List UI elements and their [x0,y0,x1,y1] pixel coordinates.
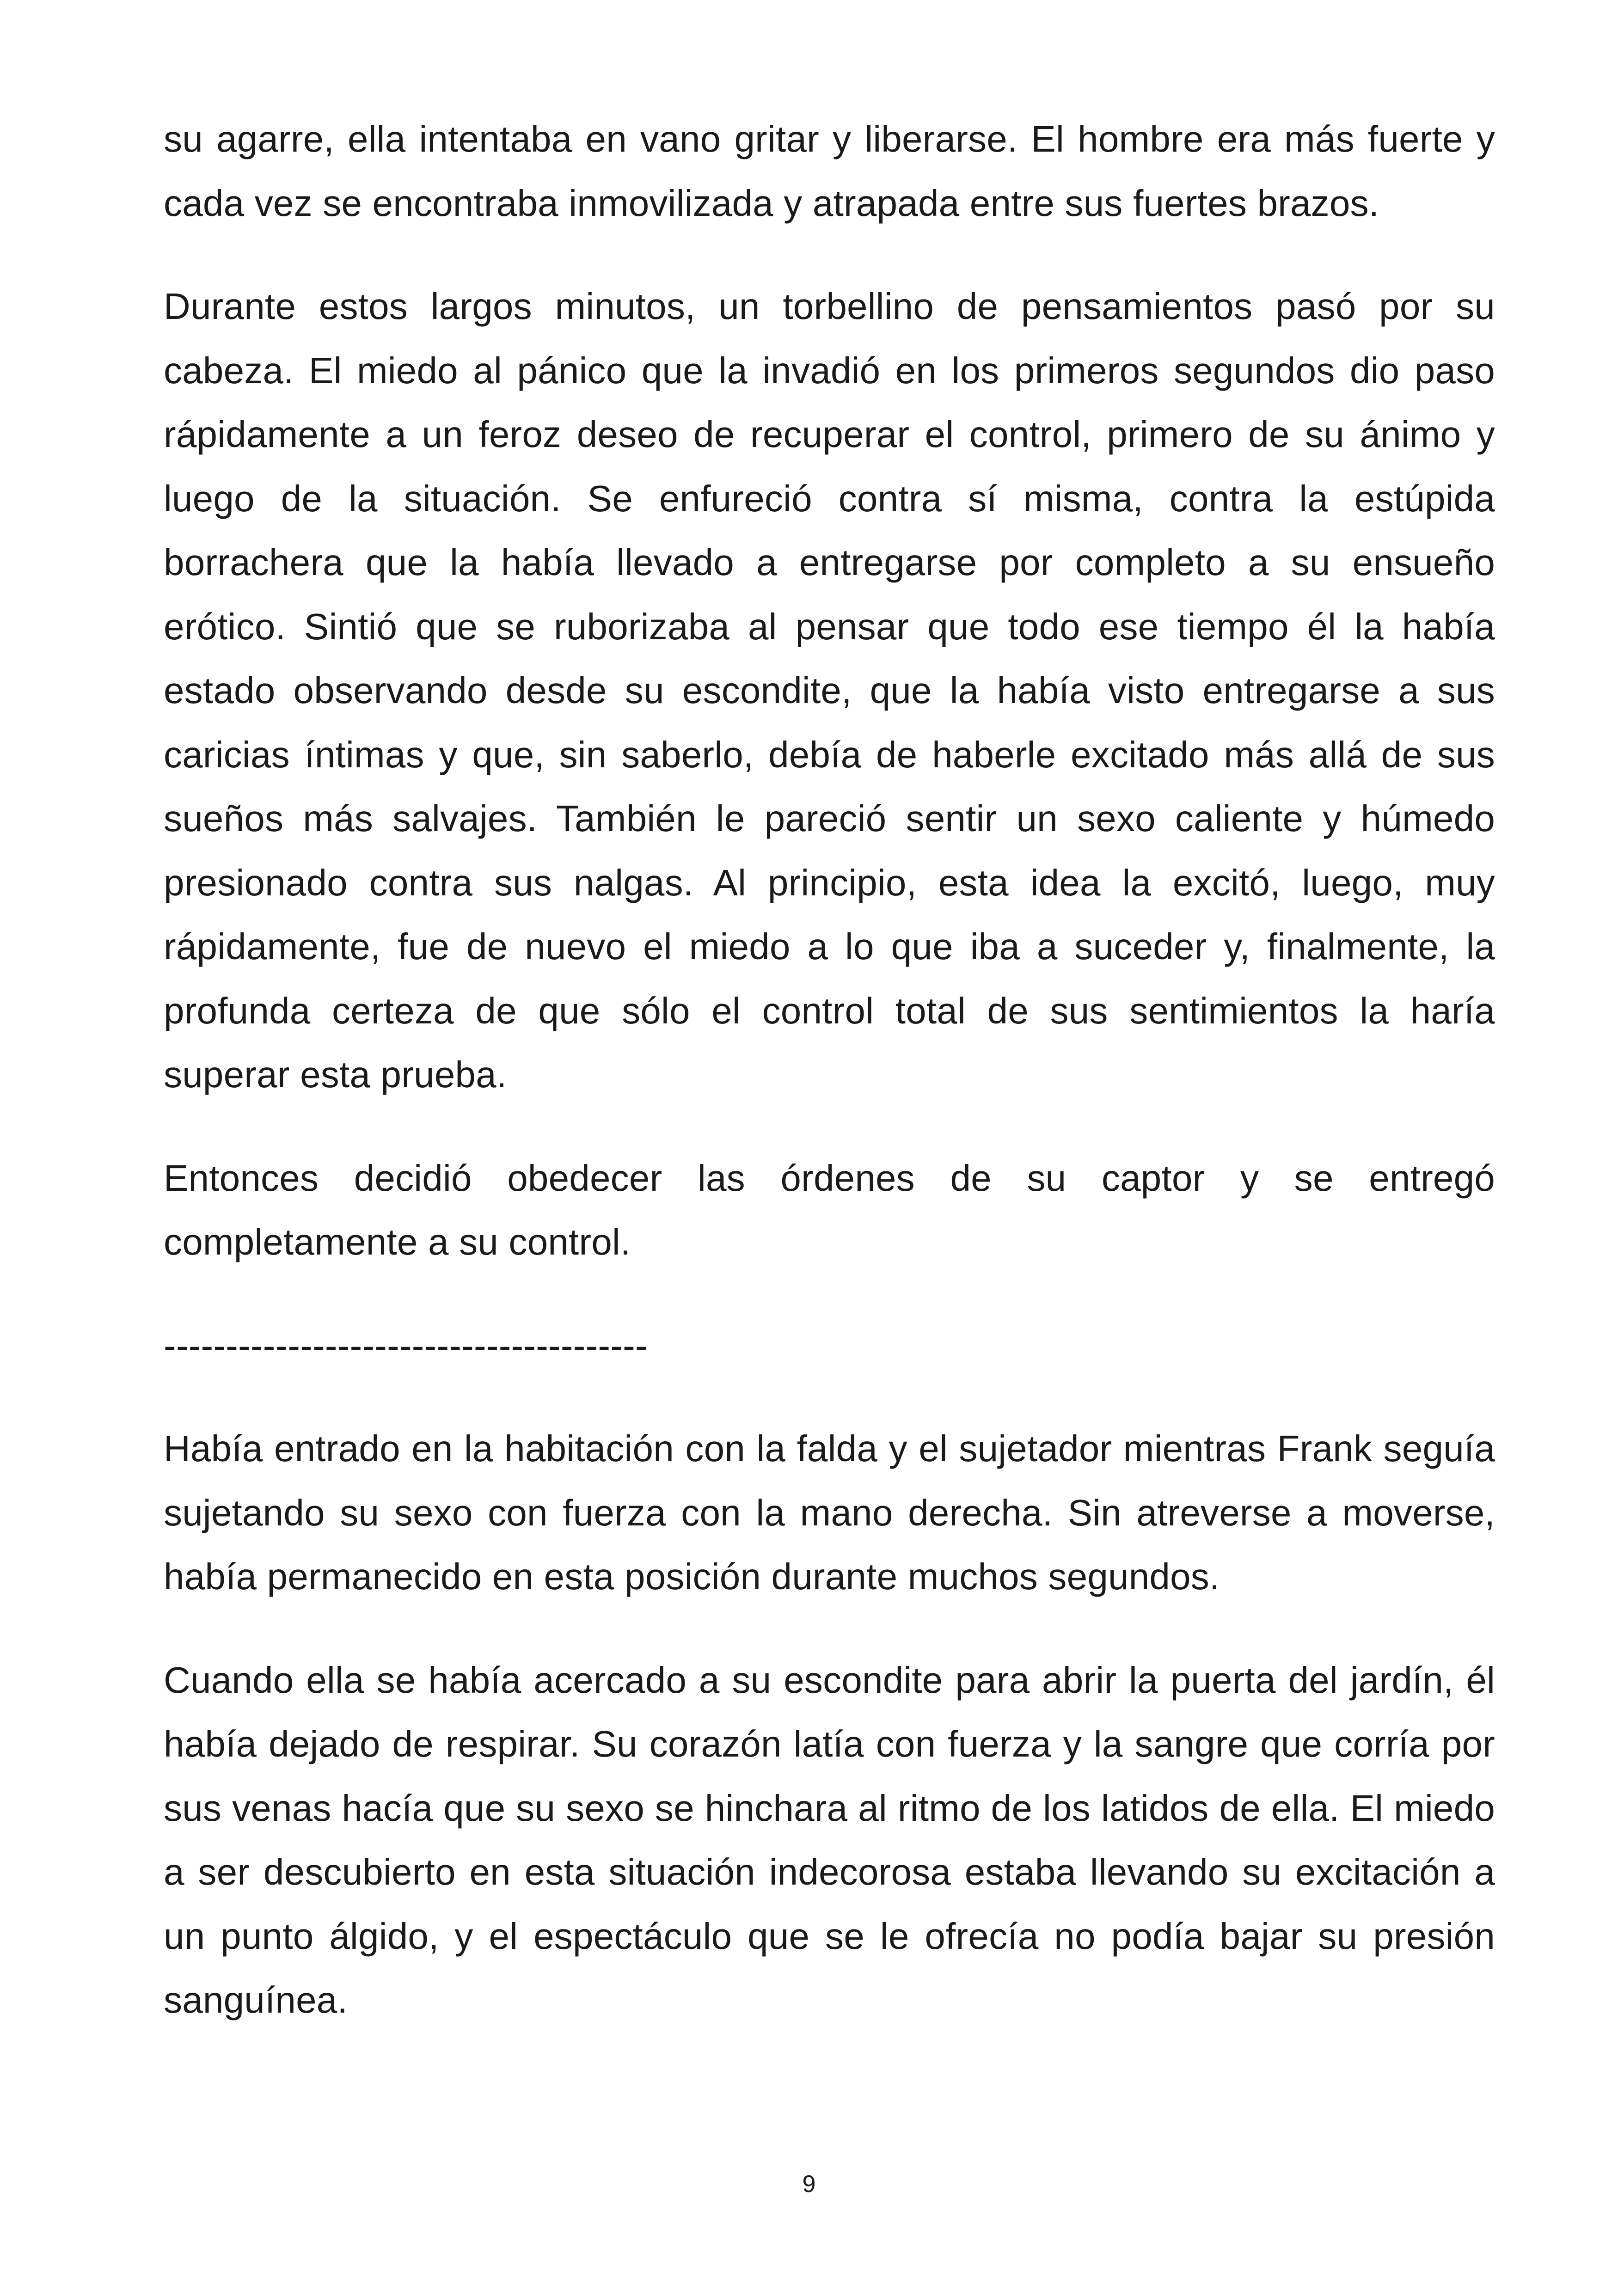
paragraph-1: su agarre, ella intentaba en vano gritar y liberarse. El hombre era más fuerte y cada vez se encontraba inmovilizada y atrapada entre sus fuertes brazos. [164,118,1495,224]
page-body [164,107,1495,2033]
paragraph-5: Cuando ella se había acercado a su escondite para abrir la puerta del jardín, él había dejado de respirar. Su corazón latía con fuerza y la sangre que corría por sus venas hacía que su sexo se hinchara al ritmo de los latidos de ella. El miedo a ser descubierto en esta situación indecorosa estaba llevando su excitación a un punto álgido, y el espectáculo que se le ofrecía no podía bajar su presión sanguínea. [164,1659,1495,2020]
section-divider: --------------------------------------- [164,1324,648,1366]
paragraph-3: Entonces decidió obedecer las órdenes de su captor y se entregó completamente a su control. [164,1157,1495,1262]
paragraph-2: Durante estos largos minutos, un torbellino de pensamientos pasó por su cabeza. El miedo al pánico que la invadió en los primeros segundos dio paso rápidamente a un feroz deseo de recuperar el control, primero de su ánimo y luego de la situación. Se enfureció contra sí misma, contra la estúpida borrachera que la había llevado a entregarse por completo a su ensueño erótico. Sintió que se ruborizaba al pensar que todo ese tiempo él la había estado observando desde su escondite, que la había visto entregarse a sus caricias íntimas y que, sin saberlo, debía de haberle excitado más allá de sus sueños más salvajes. También le pareció sentir un sexo caliente y húmedo presionado contra sus nalgas. Al principio, esta idea la excitó, luego, muy rápidamente, fue de nuevo el miedo a lo que iba a suceder y, finalmente, la profunda certeza de que sólo el control total de sus sentimientos la haría superar esta prueba. [164,286,1495,1095]
paragraph-4: Había entrado en la habitación con la falda y el sujetador mientras Frank seguía sujetando su sexo con fuerza con la mano derecha. Sin atreverse a moverse, había permanecido en esta posición durante muchos segundos. [164,1428,1495,1597]
page-number: 9 [802,2171,816,2198]
